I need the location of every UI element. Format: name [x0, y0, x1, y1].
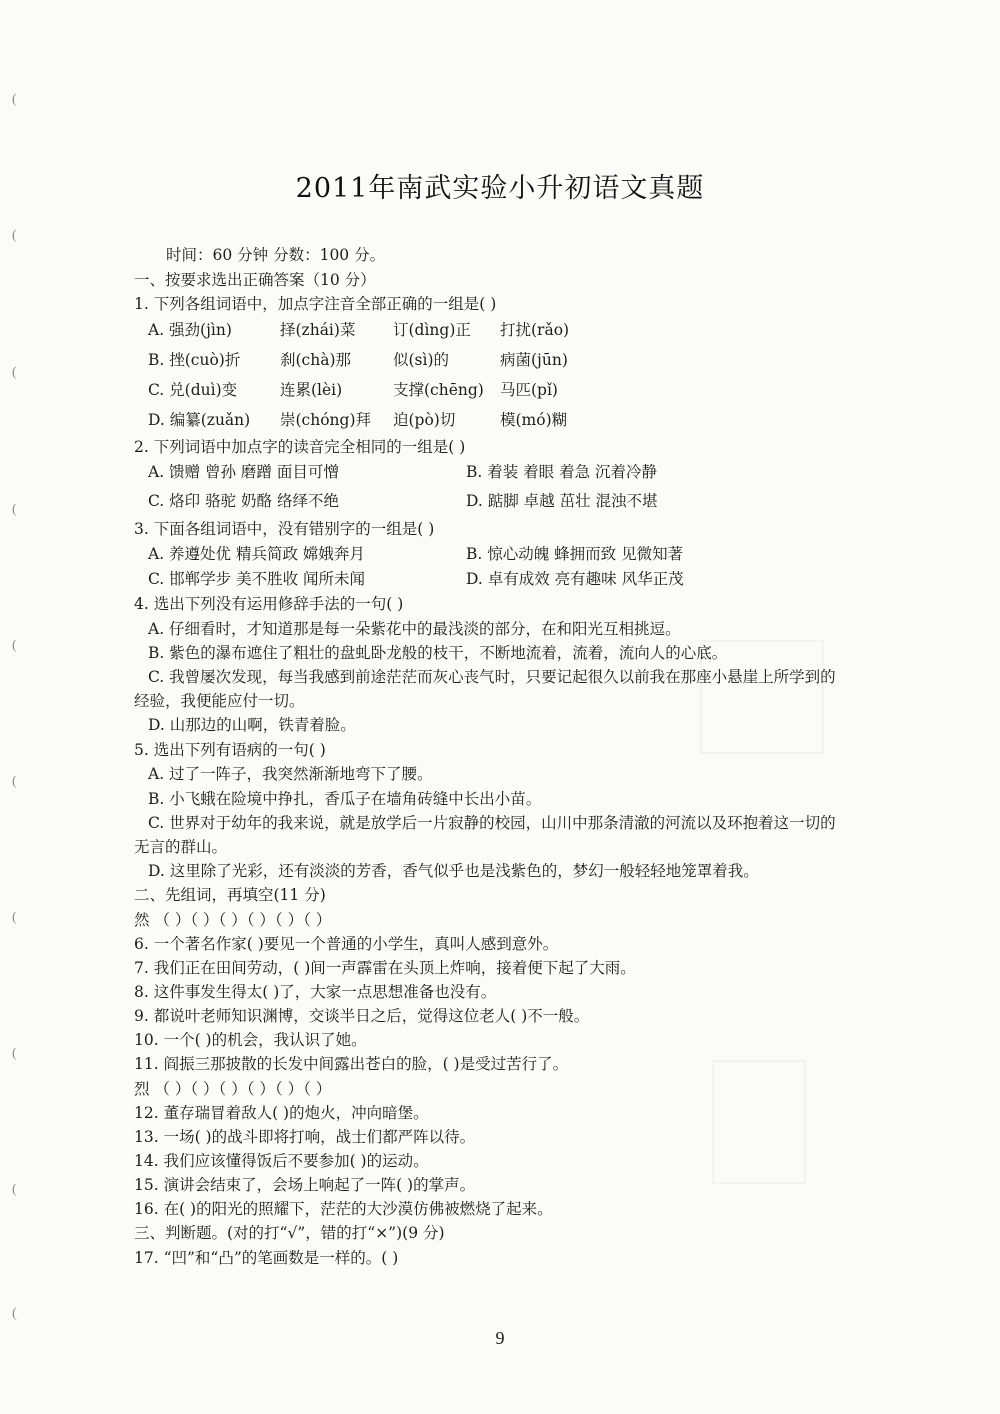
option: A. 馈赠 曾孙 磨蹭 面目可憎 [148, 463, 339, 481]
binding-mark: ( [12, 1046, 17, 1061]
fill-item: 9. 都说叶老师知识渊博，交谈半日之后，觉得这位老人( )不一般。 [134, 1007, 590, 1025]
option: 订(dìng)正 [393, 321, 471, 339]
question-stem: 5. 选出下列有语病的一句( ) [134, 741, 326, 759]
option: B. 惊心动魄 蜂拥而致 见微知著 [466, 545, 684, 563]
section-heading: 一、按要求选出正确答案（10 分） [134, 271, 376, 289]
section-heading: 三、判断题。(对的打“√”，错的打“×”)(9 分) [134, 1224, 445, 1242]
option: 打扰(rǎo) [500, 321, 570, 339]
word-group-row: 然 （ ）（ ）（ ）（ ）（ ）（ ） [134, 911, 332, 929]
option-continuation: 经验，我便能应付一切。 [134, 692, 305, 710]
option: C. 烙印 骆驼 奶酪 络绎不绝 [148, 492, 339, 510]
option: D. 卓有成效 亮有趣味 风华正茂 [466, 570, 684, 588]
question-stem: 2. 下列词语中加点字的读音完全相同的一组是( ) [134, 438, 466, 456]
word-group-row: 烈 （ ）（ ）（ ）（ ）（ ）（ ） [134, 1080, 332, 1098]
fill-item: 6. 一个著名作家( )要见一个普通的小学生，真叫人感到意外。 [134, 935, 559, 953]
option: 模(mó)糊 [500, 411, 568, 429]
option: 崇(chóng)拜 [280, 411, 371, 429]
option: D. 踮脚 卓越 茁壮 混浊不堪 [466, 492, 658, 510]
option: C. 世界对于幼年的我来说，就是放学后一片寂静的校园，山川中那条清澈的河流以及环抱着这一切的 [148, 814, 836, 832]
option: 迫(pò)切 [393, 411, 456, 429]
question-stem: 3. 下面各组词语中，没有错别字的一组是( ) [134, 520, 435, 538]
option: D. 编纂(zuǎn) [148, 411, 251, 429]
exam-meta: 时间：60 分钟 分数：100 分。 [166, 246, 386, 264]
fill-item: 11. 阎振三那披散的长发中间露出苍白的脸，( )是受过苦行了。 [134, 1055, 569, 1073]
option: C. 我曾屡次发现，每当我感到前途茫茫而灰心丧气时，只要记起很久以前我在那座小悬崖上所学到的 [148, 668, 836, 686]
option: A. 过了一阵子，我突然渐渐地弯下了腰。 [148, 765, 433, 783]
binding-mark: ( [12, 910, 17, 925]
option: 刹(chà)那 [280, 351, 351, 369]
page-number: 9 [495, 1328, 505, 1348]
binding-mark: ( [12, 228, 17, 243]
fill-item: 15. 演讲会结束了，会场上响起了一阵( )的掌声。 [134, 1176, 476, 1194]
option: D. 山那边的山啊，铁青着脸。 [148, 716, 356, 734]
option: 似(sì)的 [393, 351, 450, 369]
option: 择(zhái)菜 [280, 321, 356, 339]
option: A. 强劲(jìn) [148, 321, 232, 339]
option: C. 兑(duì)变 [148, 381, 238, 399]
option: D. 这里除了光彩，还有淡淡的芳香，香气似乎也是浅紫色的，梦幻一般轻轻地笼罩着我。 [148, 862, 759, 880]
fill-item: 7. 我们正在田间劳动，( )间一声霹雷在头顶上炸响，接着便下起了大雨。 [134, 959, 636, 977]
section-heading: 二、先组词，再填空(11 分) [134, 886, 326, 904]
fill-item: 12. 董存瑞冒着敌人( )的炮火，冲向暗堡。 [134, 1104, 429, 1122]
option: 连累(lèi) [280, 381, 343, 399]
option: 病菌(jūn) [500, 351, 568, 369]
option: 支撑(chēng) [393, 381, 484, 399]
option: A. 养遵处优 精兵简政 嫦娥奔月 [148, 545, 365, 563]
fill-item: 10. 一个( )的机会，我认识了她。 [134, 1031, 367, 1049]
binding-mark: ( [12, 365, 17, 380]
option-continuation: 无言的群山。 [134, 838, 228, 856]
watermark-shape [712, 1060, 806, 1184]
fill-item: 13. 一场( )的战斗即将打响，战士们都严阵以待。 [134, 1128, 476, 1146]
option: B. 着装 着眼 着急 沉着冷静 [466, 463, 658, 481]
fill-item: 8. 这件事发生得太( )了，大家一点思想准备也没有。 [134, 983, 497, 1001]
option: 马匹(pǐ) [500, 381, 558, 399]
binding-mark: ( [12, 1182, 17, 1197]
option: B. 小飞蛾在险境中挣扎，香瓜子在墙角砖缝中长出小苗。 [148, 790, 542, 808]
binding-mark: ( [12, 92, 17, 107]
option: A. 仔细看时，才知道那是每一朵紫花中的最浅淡的部分，在和阳光互相挑逗。 [148, 620, 681, 638]
option: C. 邯郸学步 美不胜收 闻所未闻 [148, 570, 366, 588]
page-title: 2011年南武实验小升初语文真题 [295, 173, 705, 204]
fill-item: 14. 我们应该懂得饭后不要参加( )的运动。 [134, 1152, 429, 1170]
judge-item: 17. “凹”和“凸”的笔画数是一样的。( ) [134, 1249, 399, 1267]
question-stem: 1. 下列各组词语中，加点字注音全部正确的一组是( ) [134, 295, 497, 313]
option: B. 挫(cuò)折 [148, 351, 241, 369]
binding-mark: ( [12, 638, 17, 653]
binding-mark: ( [12, 774, 17, 789]
binding-mark: ( [12, 502, 17, 517]
question-stem: 4. 选出下列没有运用修辞手法的一句( ) [134, 595, 404, 613]
binding-mark: ( [12, 1306, 17, 1321]
fill-item: 16. 在( )的阳光的照耀下，茫茫的大沙漠仿佛被燃烧了起来。 [134, 1200, 553, 1218]
option: B. 紫色的瀑布遮住了粗壮的盘虬卧龙般的枝干，不断地流着，流着，流向人的心底。 [148, 644, 728, 662]
